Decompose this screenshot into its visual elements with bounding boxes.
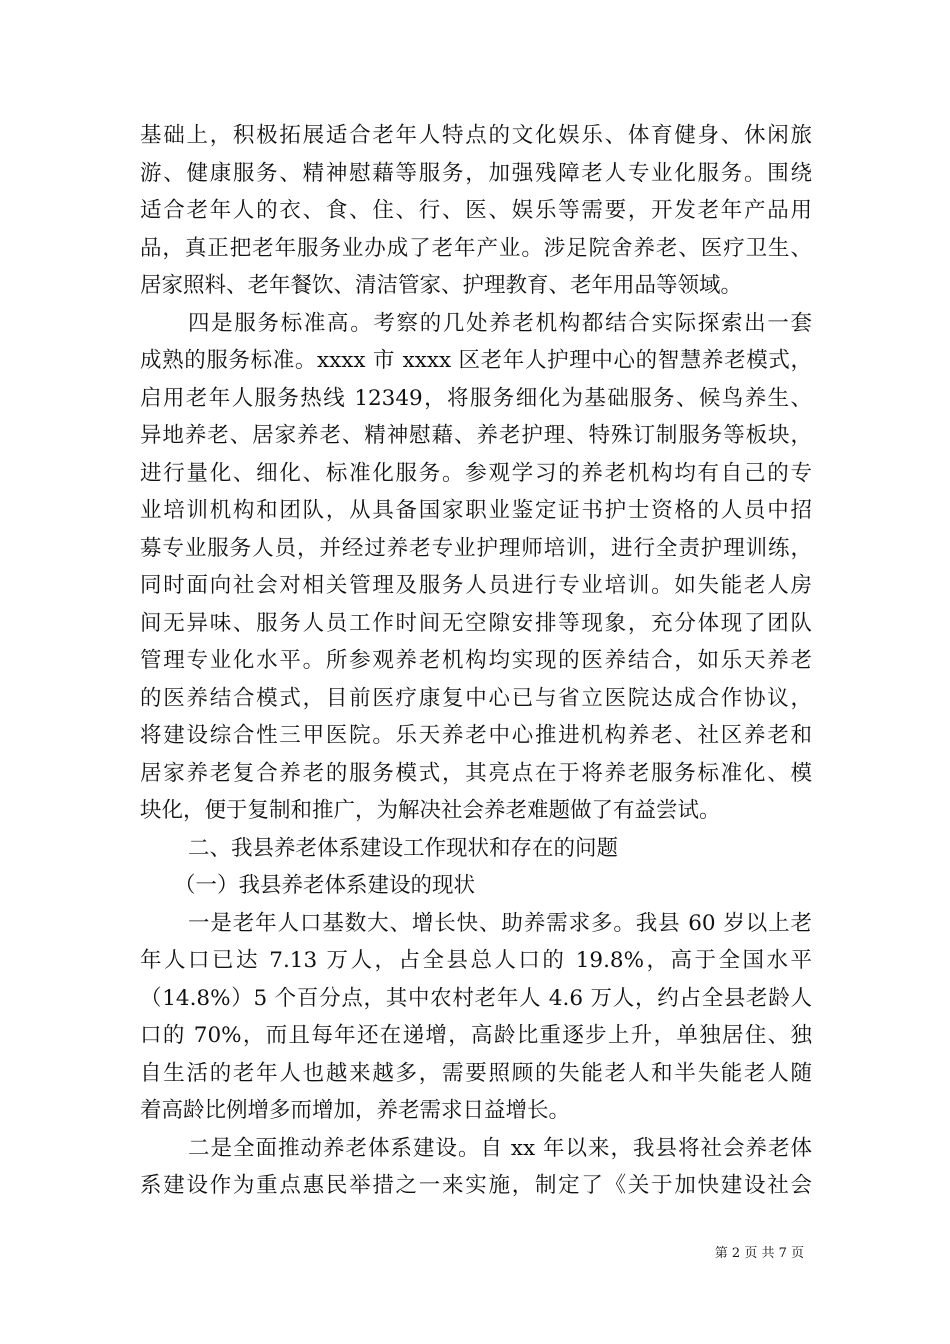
text-line: 同时面向社会对相关管理及服务人员进行专业培训。如失能老人房	[140, 573, 812, 598]
paragraph-start: 一是老年人口基数大、增长快、助养需求多。我县 60 岁以上老	[188, 910, 812, 936]
page-number: 第 2 页 共 7 页	[714, 1246, 804, 1261]
text-line: 启用老年人服务热线 12349，将服务细化为基础服务、候鸟养生、	[140, 385, 812, 411]
section-heading: 二、我县养老体系建设工作现状和存在的问题	[188, 835, 619, 861]
text-line: （14.8%）5 个百分点，其中农村老年人 4.6 万人，约占全县老龄人	[140, 985, 812, 1011]
text-line: 品，真正把老年服务业办成了老年产业。涉足院舍养老、医疗卫生、	[140, 235, 812, 261]
text-line: 块化，便于复制和推广，为解决社会养老难题做了有益尝试。	[140, 798, 721, 823]
text-line: 基础上，积极拓展适合老年人特点的文化娱乐、体育健身、休闲旅	[140, 123, 812, 148]
text-line: 间无异味、服务人员工作时间无空隙安排等现象，充分体现了团队	[140, 610, 812, 636]
text-line: 管理专业化水平。所参观养老机构均实现的医养结合，如乐天养老	[140, 648, 812, 673]
text-line: 的医养结合模式，目前医疗康复中心已与省立医院达成合作协议，	[140, 685, 812, 711]
text-line: 着高龄比例增多而增加，养老需求日益增长。	[140, 1098, 571, 1123]
text-line: 居家照料、老年餐饮、清洁管家、护理教育、老年用品等领域。	[140, 273, 743, 298]
body-text	[140, 117, 812, 1205]
text-line: 系建设作为重点惠民举措之一来实施，制定了《关于加快建设社会	[140, 1173, 812, 1198]
text-line: 游、健康服务、精神慰藉等服务，加强残障老人专业化服务。围绕	[140, 160, 812, 186]
text-line: 居家养老复合养老的服务模式，其亮点在于将养老服务标准化、模	[140, 760, 812, 786]
text-line: 年人口已达 7.13 万人，占全县总人口的 19.8%，高于全国水平	[140, 948, 812, 973]
paragraph-start: 二是全面推动养老体系建设。自 xx 年以来，我县将社会养老体	[188, 1135, 812, 1161]
text-line: 募专业服务人员，并经过养老专业护理师培训，进行全责护理训练，	[140, 535, 812, 561]
text-line: 自生活的老年人也越来越多，需要照顾的失能老人和半失能老人随	[140, 1060, 812, 1086]
text-line: 业培训机构和团队，从具备国家职业鉴定证书护士资格的人员中招	[140, 498, 812, 523]
text-line: 进行量化、细化、标准化服务。参观学习的养老机构均有自己的专	[140, 460, 812, 486]
paragraph-start: 四是服务标准高。考察的几处养老机构都结合实际探索出一套	[188, 310, 812, 336]
text-line: 口的 70%，而且每年还在递增，高龄比重逐步上升，单独居住、独	[140, 1023, 812, 1048]
text-line: 成熟的服务标准。xxxx 市 xxxx 区老年人护理中心的智慧养老模式，	[140, 348, 812, 373]
subsection-heading: （一）我县养老体系建设的现状	[174, 873, 476, 898]
text-line: 将建设综合性三甲医院。乐天养老中心推进机构养老、社区养老和	[140, 723, 812, 748]
text-line: 异地养老、居家养老、精神慰藉、养老护理、特殊订制服务等板块，	[140, 423, 812, 448]
text-line: 适合老年人的衣、食、住、行、医、娱乐等需要，开发老年产品用	[140, 198, 812, 223]
